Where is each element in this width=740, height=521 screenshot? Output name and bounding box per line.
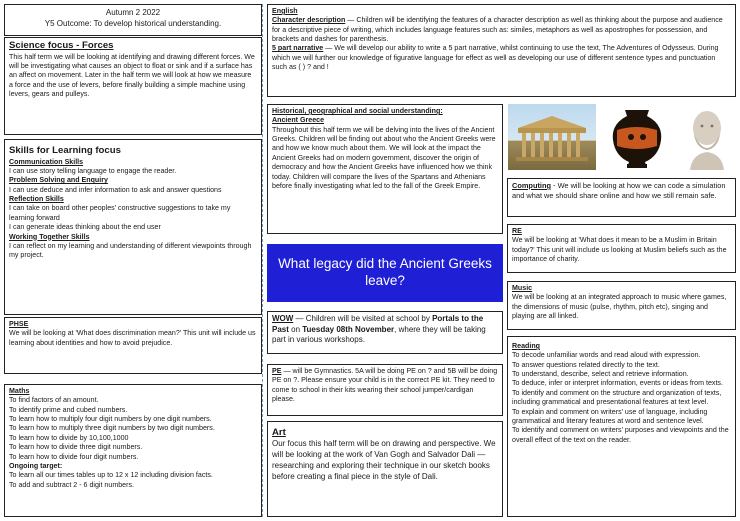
- re-box: [507, 224, 736, 273]
- computing-body: - We will be looking at how we can code a simulation and what we should share online and how we still remain safe.: [512, 181, 726, 200]
- skills-section: [9, 176, 257, 195]
- computing-box: [507, 178, 736, 217]
- skills-heading: Communication Skills: [9, 157, 84, 166]
- skills-line: I can take on board other peoples' constructive suggestions to take my learning forward: [9, 204, 231, 222]
- art-title: Art: [272, 427, 286, 438]
- skills-section: [9, 195, 257, 232]
- skills-heading: Problem Solving and Enquiry: [9, 176, 108, 185]
- skills-heading: Reflection Skills: [9, 195, 64, 204]
- greek-vase-image: [603, 104, 671, 170]
- maths-line: To find factors of an amount.: [9, 396, 99, 405]
- art-body: Our focus this half term will be on drawing and perspective. We will be looking at the work of Van Gogh and Salvador Dali — researching and exploring their technique in our sketch books before creating a final piece in the style of Dali.: [272, 439, 496, 481]
- reading-line: To decode unfamiliar words and read aloud with expression.: [512, 351, 701, 360]
- maths-ongoing-label: Ongoing target:: [9, 461, 63, 470]
- skills-section: [9, 233, 257, 261]
- english-p1-label: Character description: [272, 16, 346, 25]
- reading-line: To answer questions related directly to the text.: [512, 360, 660, 369]
- history-box: [267, 104, 503, 234]
- maths-line: To identify prime and cubed numbers.: [9, 405, 128, 414]
- history-body: Throughout this half term we will be delving into the lives of the Ancient Greeks. Children will be finding out about who the Ancient Greeks were and how we know much about them. We will look at the impact the Ancient Greeks had on modern government, discover the origin of democracy and how the Ancient Greeks have influenced how we think today. Children will compare the lives of the Spartans and Athenians before finally investigating what led to the fall of the Greek Empire.: [272, 125, 496, 190]
- outcome-text: Y5 Outcome: To develop historical understanding.: [44, 18, 222, 28]
- maths-line: To learn how to multiply four digit numbers by one digit numbers.: [9, 415, 212, 424]
- wow-body-2: on: [288, 324, 303, 334]
- history-title: Historical, geographical and social understanding:: [272, 107, 443, 115]
- maths-ongoing-line: To add and subtract 2 - 6 digit numbers.: [9, 480, 134, 489]
- reading-title: Reading: [512, 342, 540, 350]
- maths-line: To learn how to divide three digit numbers.: [9, 443, 143, 452]
- re-title: RE: [512, 227, 522, 235]
- science-title: Science focus - Forces: [9, 40, 114, 51]
- maths-ongoing-line: To learn all our times tables up to 12 x 12 including division facts.: [9, 471, 213, 480]
- skills-line: I can reflect on my learning and understanding of different viewpoints through my project.: [9, 241, 252, 260]
- english-p1-body: — Children will be identifying the features of a character description as well as thinking about the purpose and audience for a descriptive piece of writing, which includes language features such as: similes, metaphors as well as apostrophes for possession, and brackets and dashes for parenthesis.: [272, 16, 723, 44]
- music-body: We will be looking at an integrated approach to music where games, the dimensions of music (pulse, rhythm, pitch etc), singing and playing are all linked.: [512, 293, 727, 321]
- skills-line: I can generate ideas thinking about the end user: [9, 223, 161, 232]
- re-body: We will be looking at 'What does it mean to be a Muslim in Britain today?' This unit will include us looking at Muslim beliefs such as the importance of charity.: [512, 236, 727, 264]
- skills-box: [4, 139, 262, 315]
- header-box: [4, 4, 262, 36]
- term-title: Autumn 2 2022: [105, 8, 161, 17]
- music-title: Music: [512, 284, 533, 292]
- pe-box: [267, 364, 503, 416]
- music-box: [507, 281, 736, 330]
- english-paragraph-1: [272, 16, 731, 44]
- skills-line: I can use story telling language to engage the reader.: [9, 167, 177, 176]
- science-body: This half term we will be looking at identifying and drawing different forces. We will be investigating what causes an object to float or sink and if a surface has an affect on movement. Later in the half term we will look at how we measure a force and the use of levers, before finally building a simple machine using levers, gears and pulleys.: [9, 52, 255, 99]
- pe-text: [272, 367, 498, 404]
- maths-box: [4, 384, 262, 517]
- skills-section: [9, 158, 257, 177]
- maths-line: To learn how to divide by 10,100,1000: [9, 433, 129, 442]
- maths-title: Maths: [9, 387, 30, 395]
- pe-label: PE: [272, 367, 282, 375]
- reading-line: To identify and comment on the structure and organization of texts, including grammatical and presentational features at text level.: [512, 388, 722, 407]
- reading-line: To identify and comment on writers' purposes and viewpoints and the overall effect of the text on the reader.: [512, 426, 729, 444]
- english-paragraph-2: [272, 44, 731, 72]
- skills-title: Skills for Learning focus: [9, 145, 121, 156]
- wow-text: [272, 314, 498, 346]
- reading-line: To deduce, infer or interpret information, events or ideas from texts.: [512, 379, 723, 388]
- english-title: English: [272, 7, 298, 15]
- pshe-title: PHSE: [9, 320, 29, 328]
- greek-temple-image: [508, 104, 596, 170]
- maths-line: To learn how to divide four digit numbers.: [9, 452, 139, 461]
- history-subtitle: Ancient Greece: [272, 116, 325, 125]
- wow-box: [267, 311, 503, 354]
- legacy-banner: [267, 244, 503, 302]
- wow-body-3: , where they will be taking part in various workshops.: [272, 324, 486, 345]
- science-box: [4, 37, 262, 135]
- banner-text: What legacy did the Ancient Greeks leave?: [278, 256, 492, 288]
- wow-bold-1: Portals to the Past: [272, 314, 484, 334]
- greek-bust-image: [678, 104, 736, 170]
- reading-line: To explain and comment on writers' use of language, including grammatical and literary features at word and sentence level.: [512, 407, 708, 425]
- reading-box: [507, 336, 736, 517]
- maths-line: To learn how to multiply three digit numbers by two digit numbers.: [9, 424, 215, 433]
- wow-body-1: — Children will be visited at school by: [293, 314, 433, 323]
- english-p2-label: 5 part narrative: [272, 44, 324, 53]
- skills-heading: Working Together Skills: [9, 232, 90, 241]
- computing-text: [512, 181, 731, 201]
- pshe-body: We will be looking at 'What does discrimination mean?' This unit will include us learning about identities and how to avoid prejudice.: [9, 329, 256, 347]
- computing-label: Computing: [512, 181, 551, 190]
- art-box: [267, 421, 503, 517]
- english-p2-body: — We will develop our ability to write a 5 part narrative, whilst continuing to use the text, The Adventures of Odysseus. During which we will further our knowledge of figurative language for effect as well as developing our use of different sentence types and punctuation such as ( ) ? and !: [272, 44, 719, 72]
- guide-line-vertical: [262, 4, 263, 517]
- reading-line: To understand, describe, select and retrieve information.: [512, 370, 689, 379]
- skills-line: I can use deduce and infer information to ask and answer questions: [9, 185, 222, 194]
- wow-label: WOW: [272, 314, 294, 323]
- pe-body: — will be Gymnastics. 5A will be doing PE on ? and 5B will be doing PE on ?. Please ensure your child is in the correct PE kit. They need to come to school in their kits wearing their school jumper/cardigan please.: [272, 367, 498, 404]
- pshe-box: [4, 317, 262, 374]
- wow-bold-2: Tuesday 08th November: [302, 324, 395, 334]
- english-box: [267, 4, 736, 97]
